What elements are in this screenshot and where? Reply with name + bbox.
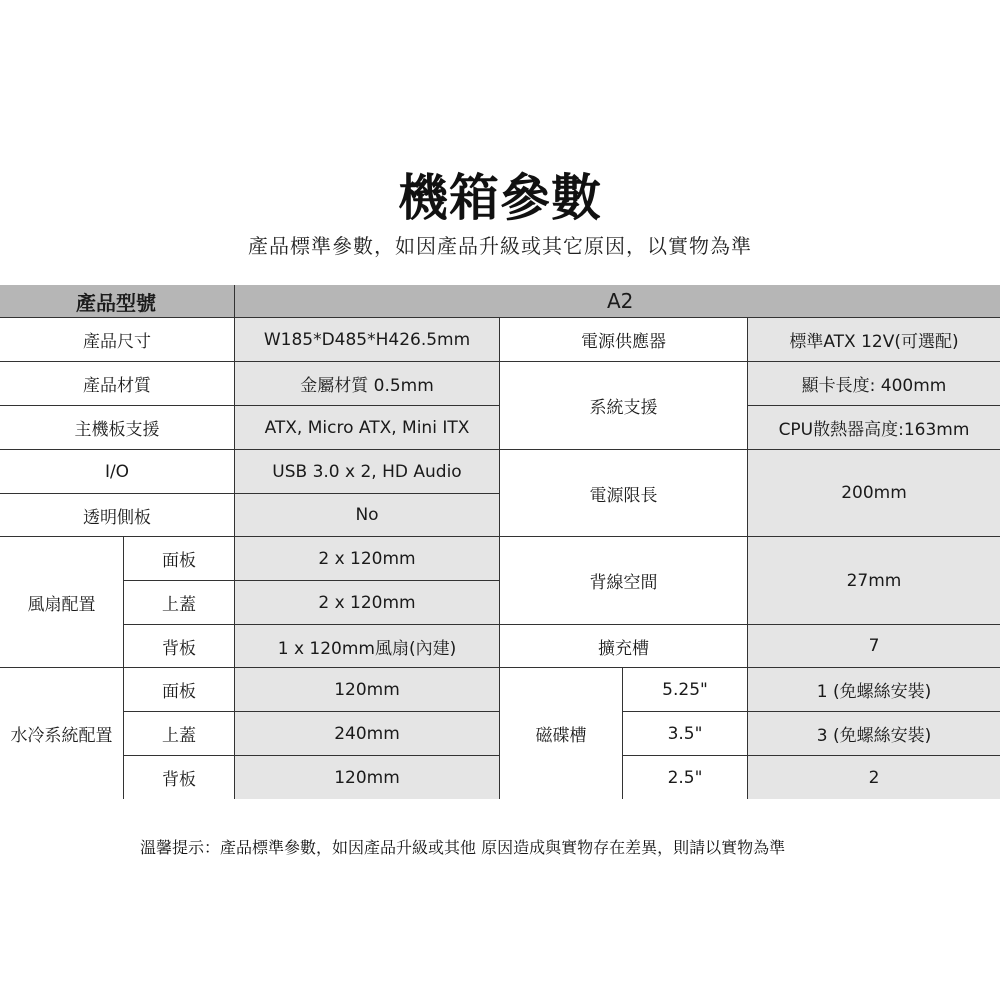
model-value-header: A2 (235, 285, 1000, 318)
drive-bay-size: 3.5" (623, 712, 748, 756)
water-value: 240mm (235, 712, 500, 756)
fan-value: 2 x 120mm (235, 581, 500, 625)
fan-value: 1 x 120mm風扇(內建) (235, 625, 500, 668)
water-position: 面板 (124, 668, 235, 712)
spec-value: USB 3.0 x 2, HD Audio (235, 450, 500, 494)
water-value: 120mm (235, 668, 500, 712)
model-label-header: 產品型號 (0, 285, 235, 318)
spec-value: 200mm (748, 450, 1000, 537)
water-value: 120mm (235, 756, 500, 799)
spec-value: ATX, Micro ATX, Mini ITX (235, 406, 500, 450)
spec-label: 產品材質 (0, 362, 235, 406)
spec-label: 擴充槽 (500, 625, 748, 668)
spec-value: CPU散熱器高度:163mm (748, 406, 1000, 450)
spec-label: 透明側板 (0, 494, 235, 537)
fan-value: 2 x 120mm (235, 537, 500, 581)
fan-position: 面板 (124, 537, 235, 581)
spec-label: 產品尺寸 (0, 318, 235, 362)
water-config-label: 水冷系統配置 (0, 668, 124, 799)
spec-value: 7 (748, 625, 1000, 668)
drive-bay-label: 磁碟槽 (500, 668, 623, 799)
spec-value: No (235, 494, 500, 537)
spec-label: 主機板支援 (0, 406, 235, 450)
drive-bay-size: 2.5" (623, 756, 748, 799)
drive-bay-value: 1 (免螺絲安裝) (748, 668, 1000, 712)
page-subtitle: 產品標準參數，如因產品升級或其它原因，以實物為準 (248, 234, 752, 258)
spec-value: 27mm (748, 537, 1000, 625)
water-position: 背板 (124, 756, 235, 799)
spec-label: 電源限長 (500, 450, 748, 537)
disclaimer-note: 溫馨提示：產品標準參數，如因產品升級或其他 原因造成與實物存在差異，則請以實物為準 (140, 838, 786, 857)
spec-value: W185*D485*H426.5mm (235, 318, 500, 362)
spec-value: 標準ATX 12V(可選配) (748, 318, 1000, 362)
spec-label: 電源供應器 (500, 318, 748, 362)
spec-label: 背線空間 (500, 537, 748, 625)
spec-value: 金屬材質 0.5mm (235, 362, 500, 406)
spec-value: 顯卡長度: 400mm (748, 362, 1000, 406)
spec-label: I/O (0, 450, 235, 494)
spec-label: 系統支援 (500, 362, 748, 450)
fan-position: 上蓋 (124, 581, 235, 625)
drive-bay-value: 3 (免螺絲安裝) (748, 712, 1000, 756)
fan-position: 背板 (124, 625, 235, 668)
drive-bay-size: 5.25" (623, 668, 748, 712)
fan-config-label: 風扇配置 (0, 537, 124, 668)
water-position: 上蓋 (124, 712, 235, 756)
page-title: 機箱參數 (398, 169, 602, 227)
drive-bay-value: 2 (748, 756, 1000, 799)
